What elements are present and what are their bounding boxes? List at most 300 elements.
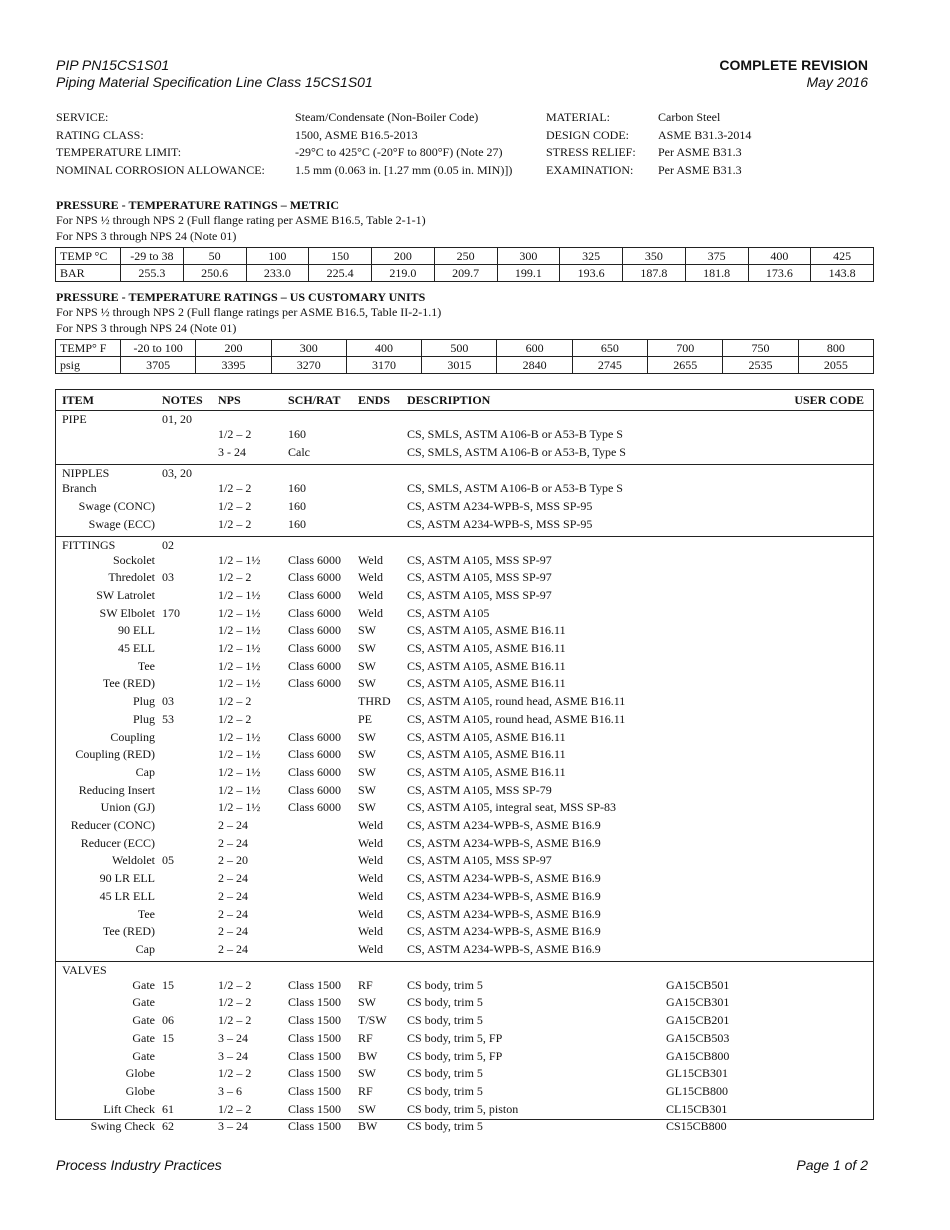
item-nps: 2 – 24 xyxy=(218,818,248,833)
item-sch-rat: Class 1500 xyxy=(288,1066,342,1081)
item-ends: Weld xyxy=(358,906,384,921)
metric-pressure-cell: 250.6 xyxy=(183,265,246,282)
item-ends: SW xyxy=(358,676,376,691)
metric-pressure-cell: 225.4 xyxy=(309,265,372,282)
item-description: CS, ASTM A105, ASME B16.11 xyxy=(407,623,566,638)
corrosion-label: NOMINAL CORROSION ALLOWANCE: xyxy=(56,163,265,178)
item-notes: 53 xyxy=(162,711,174,726)
item-nps: 1/2 – 2 xyxy=(218,977,252,992)
item-nps: 2 – 20 xyxy=(218,853,248,868)
section-notes: 02 xyxy=(162,537,174,552)
item-name: Swage (CONC) xyxy=(78,499,155,514)
item-description: CS, ASTM A105, integral seat, MSS SP-83 xyxy=(407,800,617,815)
item-description: CS body, trim 5 xyxy=(407,1013,483,1028)
col-description: DESCRIPTION xyxy=(407,393,491,407)
item-ends: RF xyxy=(358,1083,373,1098)
item-name: Plug xyxy=(132,694,155,709)
item-ends: Weld xyxy=(358,605,384,620)
item-user-code: GA15CB800 xyxy=(666,1048,730,1063)
metric-pressure-label: BAR xyxy=(56,265,121,282)
item-sch-rat: Class 1500 xyxy=(288,995,342,1010)
item-nps: 3 – 6 xyxy=(218,1083,242,1098)
rating-label: RATING CLASS: xyxy=(56,127,144,142)
table-row xyxy=(56,658,873,676)
item-ends: SW xyxy=(358,1101,376,1116)
table-row xyxy=(56,480,873,498)
item-name: Lift Check xyxy=(103,1101,155,1116)
item-sch-rat: Class 6000 xyxy=(288,800,342,815)
us-pressure-cell: 3015 xyxy=(422,357,497,374)
item-nps: 1/2 – 1½ xyxy=(218,605,261,620)
item-name: Cap xyxy=(135,941,155,956)
item-ends: Weld xyxy=(358,570,384,585)
item-name: Swing Check xyxy=(90,1119,155,1134)
item-name: Branch xyxy=(62,481,97,496)
table-row xyxy=(56,640,873,658)
item-notes: 05 xyxy=(162,853,174,868)
table-row xyxy=(56,977,873,995)
item-description: CS, ASTM A105, MSS SP-97 xyxy=(407,552,552,567)
item-description: CS, ASTM A105, ASME B16.11 xyxy=(407,658,566,673)
us-pressure-cell: 2745 xyxy=(572,357,647,374)
item-description: CS body, trim 5 xyxy=(407,995,483,1010)
item-nps: 2 – 24 xyxy=(218,835,248,850)
item-description: CS, ASTM A105, ASME B16.11 xyxy=(407,747,566,762)
item-sch-rat: Class 6000 xyxy=(288,552,342,567)
item-ends: PE xyxy=(358,711,373,726)
item-user-code: CL15CB301 xyxy=(666,1101,728,1116)
item-name: Gate xyxy=(132,1013,155,1028)
item-sch-rat: Class 6000 xyxy=(288,729,342,744)
item-ends: THRD xyxy=(358,694,391,709)
us-temp-label: TEMP° F xyxy=(56,340,121,357)
metric-temp-row xyxy=(56,248,874,265)
item-name: 90 LR ELL xyxy=(99,871,155,886)
item-notes: 06 xyxy=(162,1013,174,1028)
item-description: CS, ASTM A105, MSS SP-97 xyxy=(407,853,552,868)
item-user-code: CS15CB800 xyxy=(666,1119,727,1134)
item-user-code: GA15CB201 xyxy=(666,1013,730,1028)
item-nps: 1/2 – 1½ xyxy=(218,676,261,691)
item-name: Gate xyxy=(132,995,155,1010)
stress-relief-value: Per ASME B31.3 xyxy=(658,145,742,160)
item-notes: 03 xyxy=(162,570,174,585)
item-description: CS, ASTM A105, ASME B16.11 xyxy=(407,764,566,779)
item-description: CS, ASTM A234-WPB-S, MSS SP-95 xyxy=(407,516,593,531)
item-ends: SW xyxy=(358,764,376,779)
metric-note-2: For NPS 3 through NPS 24 (Note 01) xyxy=(56,229,237,243)
item-description: CS body, trim 5, FP xyxy=(407,1030,503,1045)
item-name: Gate xyxy=(132,1048,155,1063)
table-row xyxy=(56,888,873,906)
metric-pressure-cell: 193.6 xyxy=(560,265,623,282)
metric-ratings-table xyxy=(55,247,874,282)
item-nps: 1/2 – 2 xyxy=(218,995,252,1010)
metric-temp-cell: 200 xyxy=(372,248,435,265)
item-name: Tee (RED) xyxy=(102,676,155,691)
item-name: Tee xyxy=(137,658,155,673)
metric-pressure-cell: 255.3 xyxy=(121,265,184,282)
item-ends: Weld xyxy=(358,871,384,886)
us-pressure-cell: 2840 xyxy=(497,357,572,374)
item-sch-rat: Class 6000 xyxy=(288,658,342,673)
item-sch-rat: Class 1500 xyxy=(288,1083,342,1098)
item-sch-rat: Class 1500 xyxy=(288,1101,342,1116)
info-values-left xyxy=(295,109,512,180)
item-sch-rat: Class 1500 xyxy=(288,1013,342,1028)
item-ends: SW xyxy=(358,1066,376,1081)
us-pressure-cell: 2655 xyxy=(648,357,723,374)
item-nps: 3 - 24 xyxy=(218,444,246,459)
item-ends: Weld xyxy=(358,587,384,602)
item-name: Sockolet xyxy=(113,552,155,567)
corrosion-value: 1.5 mm (0.063 in. [1.27 mm (0.05 in. MIN)]) xyxy=(295,163,513,178)
us-temp-cell: 750 xyxy=(723,340,798,357)
item-sch-rat: Class 6000 xyxy=(288,747,342,762)
us-temp-cell: 800 xyxy=(798,340,873,357)
doc-title: Piping Material Specification Line Class 15CS1S01 xyxy=(56,74,373,90)
table-row xyxy=(56,764,873,782)
metric-pressure-cell: 209.7 xyxy=(434,265,497,282)
temperature-label: TEMPERATURE LIMIT: xyxy=(56,145,182,160)
item-user-code: GA15CB503 xyxy=(666,1030,730,1045)
item-sch-rat: Class 6000 xyxy=(288,570,342,585)
item-description: CS, ASTM A234-WPB-S, ASME B16.9 xyxy=(407,871,601,886)
table-row xyxy=(56,782,873,800)
service-value: Steam/Condensate (Non-Boiler Code) xyxy=(295,110,479,124)
item-sch-rat: Class 6000 xyxy=(288,782,342,797)
item-nps: 2 – 24 xyxy=(218,941,248,956)
us-pressure-row xyxy=(56,357,874,374)
rating-value: 1500, ASME B16.5-2013 xyxy=(295,127,418,142)
item-name: Plug xyxy=(132,711,155,726)
item-ends: Weld xyxy=(358,853,384,868)
us-pressure-cell: 3705 xyxy=(121,357,196,374)
item-name: Reducing Insert xyxy=(78,782,155,797)
item-sch-rat: Class 1500 xyxy=(288,1119,342,1134)
table-row xyxy=(56,1101,873,1119)
item-sch-rat: Class 6000 xyxy=(288,676,342,691)
item-name: Union (GJ) xyxy=(100,800,155,815)
us-pressure-cell: 3270 xyxy=(271,357,346,374)
item-nps: 2 – 24 xyxy=(218,888,248,903)
item-sch-rat: Class 6000 xyxy=(288,605,342,620)
components-table-header xyxy=(56,390,873,411)
item-sch-rat: Class 6000 xyxy=(288,764,342,779)
item-nps: 1/2 – 1½ xyxy=(218,747,261,762)
col-sch-rat: SCH/RAT xyxy=(288,393,341,407)
table-row xyxy=(56,941,873,959)
item-ends: RF xyxy=(358,977,373,992)
item-nps: 1/2 – 2 xyxy=(218,481,252,496)
item-ends: Weld xyxy=(358,818,384,833)
us-note-2: For NPS 3 through NPS 24 (Note 01) xyxy=(56,321,237,335)
item-ends: Weld xyxy=(358,941,384,956)
metric-pressure-cell: 143.8 xyxy=(811,265,874,282)
metric-pressure-cell: 233.0 xyxy=(246,265,309,282)
item-description: CS body, trim 5 xyxy=(407,1066,483,1081)
item-description: CS, ASTM A105 xyxy=(407,605,490,620)
item-sch-rat: Class 1500 xyxy=(288,977,342,992)
metric-pressure-cell: 187.8 xyxy=(623,265,686,282)
item-name: Cap xyxy=(135,764,155,779)
col-user-code: USER CODE xyxy=(794,393,864,407)
item-name: 45 LR ELL xyxy=(99,888,155,903)
item-ends: Weld xyxy=(358,552,384,567)
table-row xyxy=(56,852,873,870)
design-code-label: DESIGN CODE: xyxy=(546,127,629,142)
item-ends: SW xyxy=(358,658,376,673)
us-pressure-label: psig xyxy=(56,357,121,374)
item-ends: SW xyxy=(358,782,376,797)
item-description: CS, ASTM A234-WPB-S, ASME B16.9 xyxy=(407,924,601,939)
metric-temp-cell: 100 xyxy=(246,248,309,265)
revision-date: May 2016 xyxy=(806,74,868,90)
metric-pressure-cell: 173.6 xyxy=(748,265,811,282)
item-ends: SW xyxy=(358,995,376,1010)
item-name: Gate xyxy=(132,977,155,992)
item-name: Coupling (RED) xyxy=(75,747,155,762)
item-notes: 15 xyxy=(162,977,174,992)
item-nps: 1/2 – 1½ xyxy=(218,658,261,673)
item-nps: 1/2 – 1½ xyxy=(218,764,261,779)
us-temp-cell: 500 xyxy=(422,340,497,357)
footer-org: Process Industry Practices xyxy=(56,1157,222,1173)
section-notes: 01, 20 xyxy=(162,412,192,426)
table-row xyxy=(56,1065,873,1083)
metric-temp-cell: 375 xyxy=(685,248,748,265)
footer-page: Page 1 of 2 xyxy=(796,1157,868,1173)
item-description: CS, ASTM A234-WPB-S, ASME B16.9 xyxy=(407,906,601,921)
table-row xyxy=(56,817,873,835)
item-name: 90 ELL xyxy=(118,623,155,638)
us-temp-cell: 650 xyxy=(572,340,647,357)
item-nps: 3 – 24 xyxy=(218,1119,248,1134)
item-nps: 1/2 – 2 xyxy=(218,427,252,441)
item-nps: 1/2 – 1½ xyxy=(218,641,261,656)
item-nps: 2 – 24 xyxy=(218,924,248,939)
item-nps: 1/2 – 2 xyxy=(218,1101,252,1116)
section-notes: 03, 20 xyxy=(162,466,192,481)
us-pressure-cell: 3395 xyxy=(196,357,271,374)
document-header-right xyxy=(719,57,868,91)
design-code-value: ASME B31.3-2014 xyxy=(658,127,752,142)
item-notes: 03 xyxy=(162,694,174,709)
item-name: Coupling xyxy=(110,729,155,744)
metric-pressure-cell: 181.8 xyxy=(685,265,748,282)
item-ends: SW xyxy=(358,747,376,762)
item-nps: 3 – 24 xyxy=(218,1030,248,1045)
table-row xyxy=(56,1083,873,1101)
item-ends: SW xyxy=(358,623,376,638)
item-user-code: GL15CB800 xyxy=(666,1083,729,1098)
table-row xyxy=(56,1030,873,1048)
metric-pressure-cell: 219.0 xyxy=(372,265,435,282)
metric-temp-cell: 400 xyxy=(748,248,811,265)
document-header-left xyxy=(56,57,373,91)
item-sch-rat: 160 xyxy=(288,516,306,531)
item-description: CS, ASTM A234-WPB-S, MSS SP-95 xyxy=(407,499,593,514)
us-temp-cell: -20 to 100 xyxy=(121,340,196,357)
item-name: Globe xyxy=(125,1066,155,1081)
item-sch-rat: Class 1500 xyxy=(288,1048,342,1063)
item-ends: RF xyxy=(358,1030,373,1045)
item-user-code: GA15CB501 xyxy=(666,977,730,992)
info-labels-left xyxy=(56,109,265,180)
us-temp-cell: 600 xyxy=(497,340,572,357)
item-user-code: GA15CB301 xyxy=(666,995,730,1010)
item-name: Gate xyxy=(132,1030,155,1045)
table-row xyxy=(56,516,873,534)
table-row xyxy=(56,587,873,605)
us-ratings-title: PRESSURE - TEMPERATURE RATINGS – US CUSTOMARY UNITS xyxy=(56,290,426,304)
item-sch-rat: Calc xyxy=(288,444,310,459)
item-sch-rat: Class 6000 xyxy=(288,587,342,602)
item-nps: 1/2 – 2 xyxy=(218,1066,252,1081)
item-nps: 1/2 – 2 xyxy=(218,516,252,531)
table-row xyxy=(56,552,873,570)
item-description: CS body, trim 5 xyxy=(407,1083,483,1098)
temperature-value: -29°C to 425°C (-20°F to 800°F) (Note 27) xyxy=(295,145,503,160)
item-description: CS body, trim 5, FP xyxy=(407,1048,503,1063)
table-row xyxy=(56,605,873,623)
item-description: CS, ASTM A105, MSS SP-79 xyxy=(407,782,552,797)
table-row xyxy=(56,569,873,587)
item-ends: BW xyxy=(358,1048,378,1063)
table-row xyxy=(56,711,873,729)
item-nps: 2 – 24 xyxy=(218,871,248,886)
col-item: ITEM xyxy=(62,393,95,407)
item-sch-rat: Class 6000 xyxy=(288,623,342,638)
table-row xyxy=(56,729,873,747)
item-description: CS, ASTM A105, ASME B16.11 xyxy=(407,641,566,656)
item-notes: 170 xyxy=(162,605,180,620)
item-description: CS, SMLS, ASTM A106-B or A53-B, Type S xyxy=(407,444,626,459)
metric-temp-cell: 50 xyxy=(183,248,246,265)
section-name: VALVES xyxy=(62,962,107,977)
item-nps: 1/2 – 2 xyxy=(218,1013,252,1028)
section-fittings xyxy=(56,536,873,962)
item-description: CS body, trim 5 xyxy=(407,977,483,992)
examination-value: Per ASME B31.3 xyxy=(658,163,742,178)
item-description: CS, SMLS, ASTM A106-B or A53-B Type S xyxy=(407,481,623,496)
item-name: Thredolet xyxy=(108,570,155,585)
item-notes: 62 xyxy=(162,1119,174,1134)
item-description: CS body, trim 5 xyxy=(407,1119,483,1134)
item-sch-rat: Class 6000 xyxy=(288,641,342,656)
item-description: CS, ASTM A105, MSS SP-97 xyxy=(407,587,552,602)
metric-temp-cell: 350 xyxy=(623,248,686,265)
item-name: Reducer (ECC) xyxy=(80,835,155,850)
us-temp-cell: 300 xyxy=(271,340,346,357)
item-name: Swage (ECC) xyxy=(88,516,155,531)
metric-temp-cell: 300 xyxy=(497,248,560,265)
table-row xyxy=(56,622,873,640)
item-name: Reducer (CONC) xyxy=(70,818,155,833)
us-pressure-cell: 2055 xyxy=(798,357,873,374)
item-ends: BW xyxy=(358,1119,378,1134)
item-name: 45 ELL xyxy=(118,641,155,656)
table-row xyxy=(56,1118,873,1136)
item-name: Weldolet xyxy=(111,853,155,868)
metric-pressure-row xyxy=(56,265,874,282)
table-row xyxy=(56,693,873,711)
info-values-right xyxy=(658,109,751,180)
us-temp-cell: 700 xyxy=(648,340,723,357)
item-nps: 1/2 – 1½ xyxy=(218,623,261,638)
service-label: SERVICE: xyxy=(56,110,109,124)
section-name: PIPE xyxy=(62,412,87,426)
metric-temp-cell: 325 xyxy=(560,248,623,265)
item-nps: 1/2 – 1½ xyxy=(218,587,261,602)
item-description: CS body, trim 5, piston xyxy=(407,1101,519,1116)
item-description: CS, ASTM A105, ASME B16.11 xyxy=(407,676,566,691)
metric-temp-cell: -29 to 38 xyxy=(121,248,184,265)
revision-label: COMPLETE REVISION xyxy=(719,57,868,73)
col-notes: NOTES xyxy=(162,393,203,407)
item-ends: SW xyxy=(358,729,376,744)
us-temp-row xyxy=(56,340,874,357)
item-nps: 1/2 – 1½ xyxy=(218,800,261,815)
material-label: MATERIAL: xyxy=(546,110,610,124)
examination-label: EXAMINATION: xyxy=(546,163,634,178)
table-row xyxy=(56,1012,873,1030)
info-labels-right xyxy=(546,109,636,180)
item-name: Tee (RED) xyxy=(102,924,155,939)
metric-temp-cell: 150 xyxy=(309,248,372,265)
table-row xyxy=(56,994,873,1012)
table-row xyxy=(56,835,873,853)
item-description: CS, ASTM A234-WPB-S, ASME B16.9 xyxy=(407,818,601,833)
item-name: SW Elbolet xyxy=(99,605,155,620)
col-ends: ENDS xyxy=(358,393,391,407)
doc-id: PIP PN15CS1S01 xyxy=(56,57,170,73)
us-pressure-cell: 2535 xyxy=(723,357,798,374)
us-temp-cell: 200 xyxy=(196,340,271,357)
section-pipe xyxy=(56,411,873,464)
us-note-1: For NPS ½ through NPS 2 (Full flange ratings per ASME B16.5, Table II-2-1.1) xyxy=(56,305,442,319)
metric-temp-cell: 250 xyxy=(434,248,497,265)
metric-note-1: For NPS ½ through NPS 2 (Full flange rating per ASME B16.5, Table 2-1-1) xyxy=(56,213,426,227)
table-row xyxy=(56,799,873,817)
item-notes: 15 xyxy=(162,1030,174,1045)
item-nps: 1/2 – 1½ xyxy=(218,782,261,797)
item-sch-rat: 160 xyxy=(288,427,306,441)
section-name: NIPPLES xyxy=(62,466,110,481)
section-name: FITTINGS xyxy=(62,537,116,552)
col-nps: NPS xyxy=(218,393,241,407)
us-ratings-table xyxy=(55,339,874,374)
section-valves xyxy=(56,961,873,1139)
metric-temp-label: TEMP °C xyxy=(56,248,121,265)
item-description: CS, ASTM A105, ASME B16.11 xyxy=(407,729,566,744)
item-sch-rat: 160 xyxy=(288,481,306,496)
table-row xyxy=(56,923,873,941)
item-nps: 1/2 – 2 xyxy=(218,694,252,709)
table-row xyxy=(56,906,873,924)
metric-pressure-cell: 199.1 xyxy=(497,265,560,282)
stress-relief-label: STRESS RELIEF: xyxy=(546,145,636,160)
metric-ratings-title: PRESSURE - TEMPERATURE RATINGS – METRIC xyxy=(56,198,340,212)
item-description: CS, ASTM A105, round head, ASME B16.11 xyxy=(407,711,626,726)
item-description: CS, ASTM A105, round head, ASME B16.11 xyxy=(407,694,626,709)
item-description: CS, ASTM A234-WPB-S, ASME B16.9 xyxy=(407,941,601,956)
section-nipples xyxy=(56,464,873,536)
item-nps: 1/2 – 2 xyxy=(218,711,252,726)
table-row xyxy=(56,444,873,462)
item-nps: 3 – 24 xyxy=(218,1048,248,1063)
item-description: CS, SMLS, ASTM A106-B or A53-B Type S xyxy=(407,427,623,441)
